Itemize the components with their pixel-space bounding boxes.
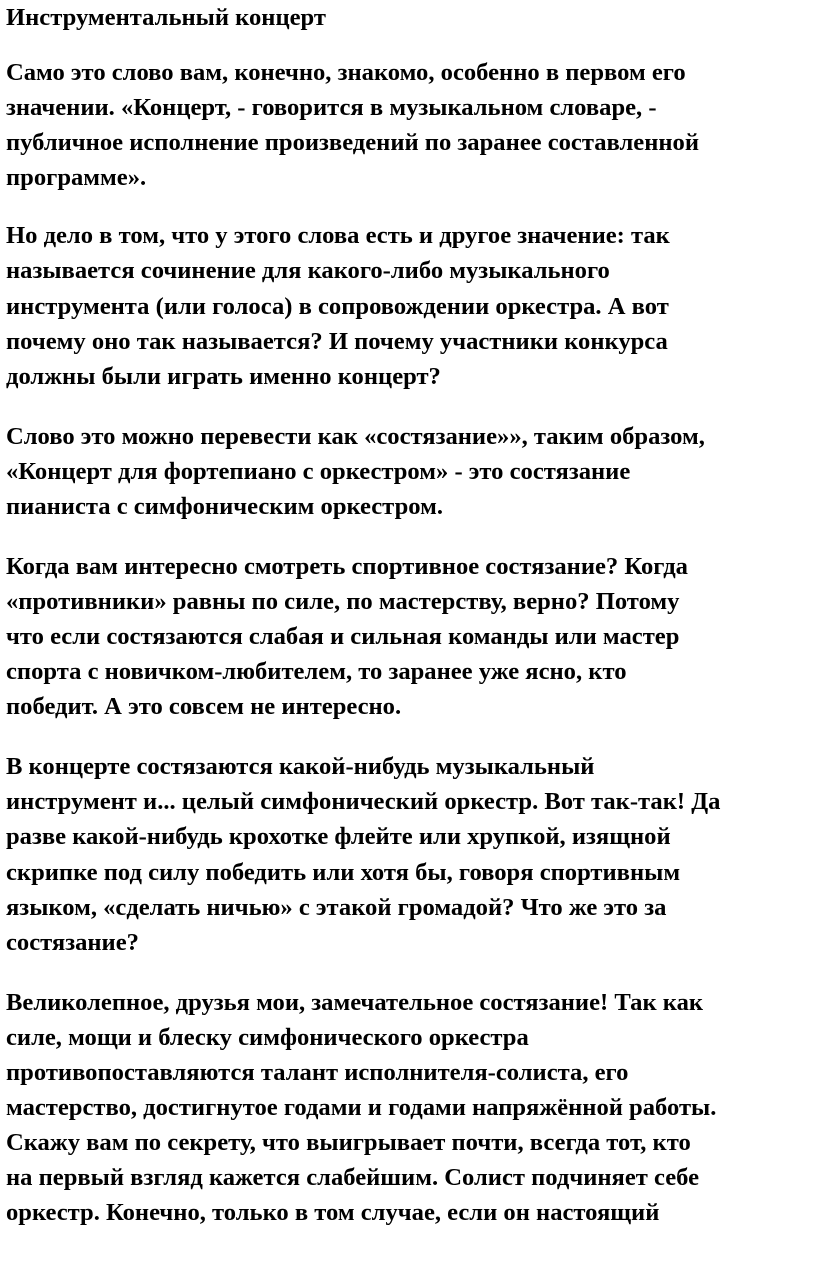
- paragraph-2-line-3: инструмента (или голоса) в сопровождении оркестра. А вот: [6, 293, 669, 320]
- paragraph-2-line-4: почему оно так называется? И почему участники конкурса: [6, 328, 668, 355]
- paragraph-1-line-3: публичное исполнение произведений по заранее составленной: [6, 129, 700, 156]
- paragraph-6-line-3: противопоставляются талант исполнителя-солиста, его: [6, 1059, 629, 1086]
- paragraph-6-line-2: силе, мощи и блеску симфонического оркестра: [6, 1024, 529, 1051]
- paragraph-6-line-7: оркестр. Конечно, только в том случае, если он настоящий: [6, 1199, 660, 1226]
- paragraph-3-line-1: Слово это можно перевести как «состязание»», таким образом,: [6, 423, 705, 450]
- paragraph-3-line-3: пианиста с симфоническим оркестром.: [6, 493, 443, 520]
- paragraph-2-line-2: называется сочинение для какого-либо музыкального: [6, 257, 610, 284]
- paragraph-6-line-1: Великолепное, друзья мои, замечательное состязание! Так как: [6, 989, 704, 1016]
- paragraph-5-line-4: скрипке под силу победить или хотя бы, говоря спортивным: [6, 859, 681, 886]
- paragraph-4-line-2: «противники» равны по силе, по мастерству, верно? Потому: [6, 588, 680, 615]
- paragraph-4-line-4: спорта с новичком-любителем, то заранее уже ясно, кто: [6, 658, 627, 685]
- paragraph-5-line-5: языком, «сделать ничью» с этакой громадой? Что же это за: [6, 894, 667, 921]
- paragraph-4-line-5: победит. А это совсем не интересно.: [6, 693, 402, 720]
- paragraph-6-line-4: мастерство, достигнутое годами и годами напряжённой работы.: [6, 1094, 717, 1121]
- paragraph-4-line-3: что если состязаются слабая и сильная команды или мастер: [6, 623, 680, 650]
- paragraph-5-line-3: разве какой-нибудь крохотке флейте или хрупкой, изящной: [6, 823, 671, 850]
- paragraph-1-line-4: программе».: [6, 164, 147, 191]
- document-title: Инструментальный концерт: [6, 4, 326, 31]
- paragraph-1-line-1: Само это слово вам, конечно, знакомо, особенно в первом его: [6, 59, 686, 86]
- paragraph-5-line-6: состязание?: [6, 929, 139, 956]
- paragraph-2-line-5: должны были играть именно концерт?: [6, 363, 441, 390]
- paragraph-5-line-1: В концерте состязаются какой-нибудь музыкальный: [6, 753, 595, 780]
- paragraph-5-line-2: инструмент и... целый симфонический оркестр. Вот так-так! Да: [6, 788, 721, 815]
- paragraph-2-line-1: Но дело в том, что у этого слова есть и другое значение: так: [6, 222, 670, 249]
- paragraph-6-line-5: Скажу вам по секрету, что выигрывает почти, всегда тот, кто: [6, 1129, 691, 1156]
- paragraph-6-line-6: на первый взгляд кажется слабейшим. Солист подчиняет себе: [6, 1164, 700, 1191]
- paragraph-4-line-1: Когда вам интересно смотреть спортивное состязание? Когда: [6, 553, 688, 580]
- paragraph-3-line-2: «Концерт для фортепиано с оркестром» - это состязание: [6, 458, 631, 485]
- paragraph-1-line-2: значении. «Концерт, - говорится в музыкальном словаре, -: [6, 94, 657, 121]
